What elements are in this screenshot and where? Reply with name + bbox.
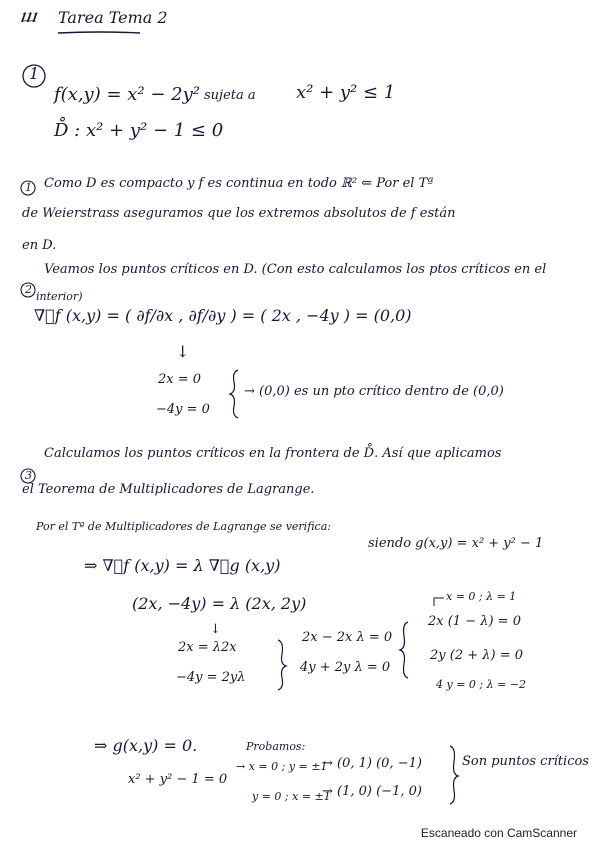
case1-points: → (0, 1) (0, −1) bbox=[322, 756, 422, 771]
solution-bottom: 4 y = 0 ; λ = −2 bbox=[436, 678, 527, 691]
step2-line2: interior) bbox=[36, 290, 83, 303]
probamos-label: Probamos: bbox=[246, 740, 306, 753]
subject-to-label: sujeta a bbox=[204, 88, 256, 103]
eq-2x: 2x = 0 bbox=[158, 372, 202, 387]
siendo-g: siendo g(x,y) = x² + y² − 1 bbox=[368, 536, 544, 551]
solution-top: x = 0 ; λ = 1 bbox=[446, 590, 517, 603]
conclusion: Son puntos críticos bbox=[462, 754, 589, 769]
constraint: x² + y² ≤ 1 bbox=[296, 82, 396, 103]
scanner-watermark: Escaneado con CamScanner bbox=[420, 826, 577, 840]
function-definition: f(x,y) = x² − 2y² bbox=[54, 84, 201, 105]
step1-line3: en D. bbox=[22, 238, 57, 253]
circle-equation: x² + y² − 1 = 0 bbox=[128, 772, 228, 787]
title-underline bbox=[58, 32, 140, 33]
step2-number: 2 bbox=[25, 283, 32, 296]
solution-hook bbox=[434, 598, 444, 606]
step3-line2: el Teorema de Multiplicadores de Lagrange. bbox=[22, 482, 315, 497]
gradient-equation: ∇⃗f (x,y) = ( ∂f/∂x , ∂f/∂y ) = ( 2x , −4y ) = (0,0) bbox=[34, 306, 412, 325]
page-title: Tarea Tema 2 bbox=[58, 8, 168, 27]
step3-line3: Por el Tª de Multiplicadores de Lagrange se verifica: bbox=[36, 520, 331, 533]
step2-line1: Veamos los puntos críticos en D. (Con esto calculamos los ptos críticos en el bbox=[44, 262, 547, 277]
step2-result: → (0,0) es un pto crítico dentro de (0,0) bbox=[244, 384, 504, 399]
step1-line2: de Weierstrass aseguramos que los extremos absolutos de f están bbox=[22, 206, 456, 221]
system-brace-2 bbox=[278, 640, 286, 690]
step1-number: 1 bbox=[25, 181, 32, 194]
exercise-number: 1 bbox=[29, 64, 40, 83]
step3-line1: Calculamos los puntos críticos en la frontera de D̊. Así que aplicamos bbox=[44, 446, 502, 461]
vector-equation: (2x, −4y) = λ (2x, 2y) bbox=[132, 594, 307, 613]
system1-eq1: 2x = λ2x bbox=[178, 640, 237, 655]
case1: → x = 0 ; y = ±1 bbox=[236, 760, 328, 773]
system2-eq1: 2x − 2x λ = 0 bbox=[302, 630, 393, 645]
system-brace-3 bbox=[400, 622, 408, 678]
system-brace-1 bbox=[230, 370, 238, 418]
down-arrow-1: ↓ bbox=[176, 342, 190, 361]
case2: y = 0 ; x = ±1 bbox=[252, 790, 331, 803]
lagrange-condition: ⇒ ∇⃗f (x,y) = λ ∇⃗g (x,y) bbox=[84, 556, 281, 575]
factored-eq1: 2x (1 − λ) = 0 bbox=[428, 614, 521, 629]
eq-minus4y: −4y = 0 bbox=[156, 402, 210, 417]
conclusion-brace bbox=[450, 746, 458, 804]
step3-number: 3 bbox=[25, 469, 32, 482]
header-mark: ⴍ bbox=[20, 6, 38, 27]
step1-line1: Como D es compacto y f es continua en todo ℝ² ⇐ Por el Tª bbox=[44, 176, 434, 191]
system1-eq2: −4y = 2yλ bbox=[176, 670, 246, 685]
down-arrow-2: ↓ bbox=[210, 622, 221, 637]
system2-eq2: 4y + 2y λ = 0 bbox=[300, 660, 391, 675]
factored-eq2: 2y (2 + λ) = 0 bbox=[430, 648, 523, 663]
case2-points: → (1, 0) (−1, 0) bbox=[322, 784, 422, 799]
domain-definition: D̊ : x² + y² − 1 ≤ 0 bbox=[54, 120, 224, 141]
g-equals-zero: ⇒ g(x,y) = 0. bbox=[94, 736, 198, 755]
